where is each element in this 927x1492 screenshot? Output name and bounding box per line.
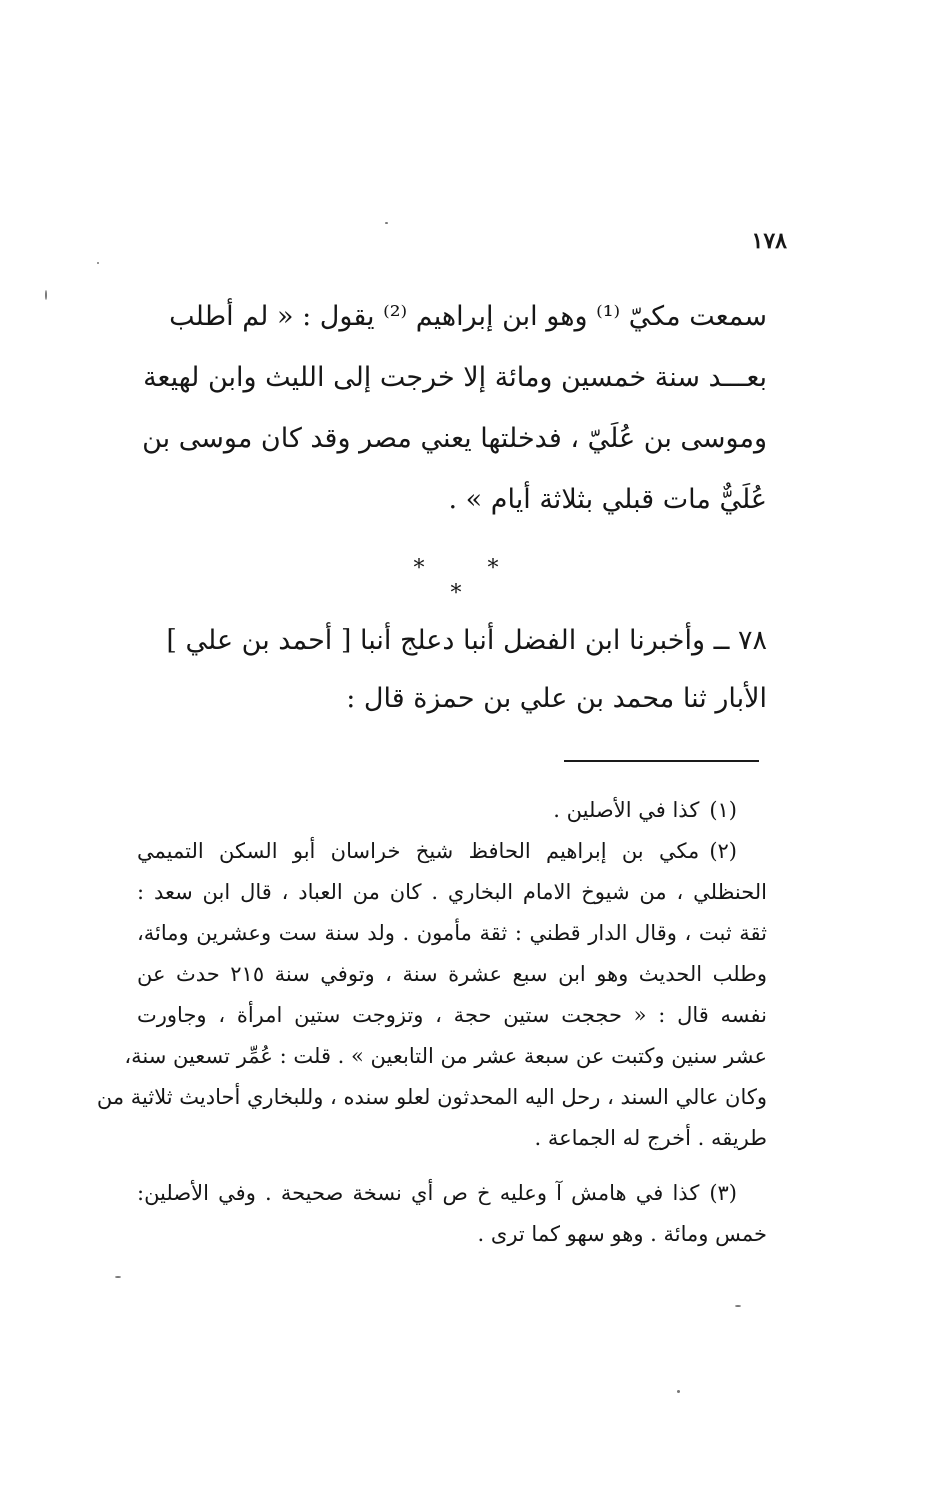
page-number: ١٧٨ xyxy=(751,228,787,254)
footnote-text: كذا في الأصلين . xyxy=(553,798,700,822)
main-text-line: وموسى بن عُلَيّ ، فدخلتها يعني مصر وقد كان موسى بن xyxy=(142,423,767,454)
hadith-line: ٧٨ ــ وأخبرنا ابن الفضل أنبا دعلج أنبا [ أحمد بن علي ] xyxy=(166,625,767,656)
main-text-line: عُلَيٌّ مات قبلي بثلاثة أيام » . xyxy=(448,484,767,515)
footnote-divider xyxy=(564,760,759,762)
footnote-3 xyxy=(137,1173,767,1255)
scan-speck xyxy=(735,1305,741,1307)
footnote-1 xyxy=(137,790,767,831)
footnote-line: الحنظلي ، من شيوخ الامام البخاري . كان من العباد ، قال ابن سعد : xyxy=(137,880,767,904)
footnote-2 xyxy=(96,831,768,1159)
footnote-marker: (١) xyxy=(709,798,737,822)
footnote-line: نفسه قال : « حججت ستين حجة ، وتزوجت ستين امرأة ، وجاورت xyxy=(137,1003,767,1027)
scan-speck xyxy=(97,262,99,264)
section-separator: * * * xyxy=(413,556,527,606)
footnote-marker: (٣) xyxy=(709,1181,737,1205)
footnote-line xyxy=(137,1173,767,1214)
scan-speck xyxy=(385,222,388,224)
footnote-text: كذا في هامش آ وعليه خ ص أي نسخة صحيحة . وفي الأصلين: xyxy=(137,1181,700,1205)
footnote-text: مكي بن إبراهيم الحافظ شيخ خراسان أبو السكن التميمي xyxy=(137,839,700,863)
scan-speck xyxy=(45,290,47,300)
footnote-marker: (٢) xyxy=(709,839,737,863)
main-text-line: بعـــد سنة خمسين ومائة إلا خرجت إلى الليث وابن لهيعة xyxy=(143,362,767,393)
scan-speck xyxy=(115,1276,121,1278)
footnote-line: خمس ومائة . وهو سهو كما ترى . xyxy=(477,1222,767,1246)
footnote-line xyxy=(137,831,767,872)
footnote-line: طريقه . أخرج له الجماعة . xyxy=(534,1126,767,1150)
footnote-line: عشر سنين وكتبت عن سبعة عشر من التابعين » . قلت : عُمِّر تسعين سنة، xyxy=(124,1044,767,1068)
footnote-line: وكان عالي السند ، رحل اليه المحدثون لعلو سنده ، وللبخاري أحاديث ثلاثية من xyxy=(96,1085,767,1109)
footnote-line xyxy=(137,790,767,831)
footnote-line: وطلب الحديث وهو ابن سبع عشرة سنة ، وتوفي سنة ٢١٥ حدث عن xyxy=(137,962,768,986)
main-text xyxy=(142,286,767,530)
hadith-line: الأبار ثنا محمد بن علي بن حمزة قال : xyxy=(346,683,767,714)
scan-speck xyxy=(677,1390,680,1393)
footnote-line: ثقة ثبت ، وقال الدار قطني : ثقة مأمون . ولد سنة ست وعشرين ومائة، xyxy=(137,921,767,945)
main-text-line: سمعت مكيّ ⁽¹⁾ وهو ابن إبراهيم ⁽²⁾ يقول : « لم أطلب xyxy=(169,301,767,332)
footnotes xyxy=(96,790,768,1255)
hadith-text xyxy=(166,612,767,728)
footnote-gap xyxy=(137,1159,767,1173)
